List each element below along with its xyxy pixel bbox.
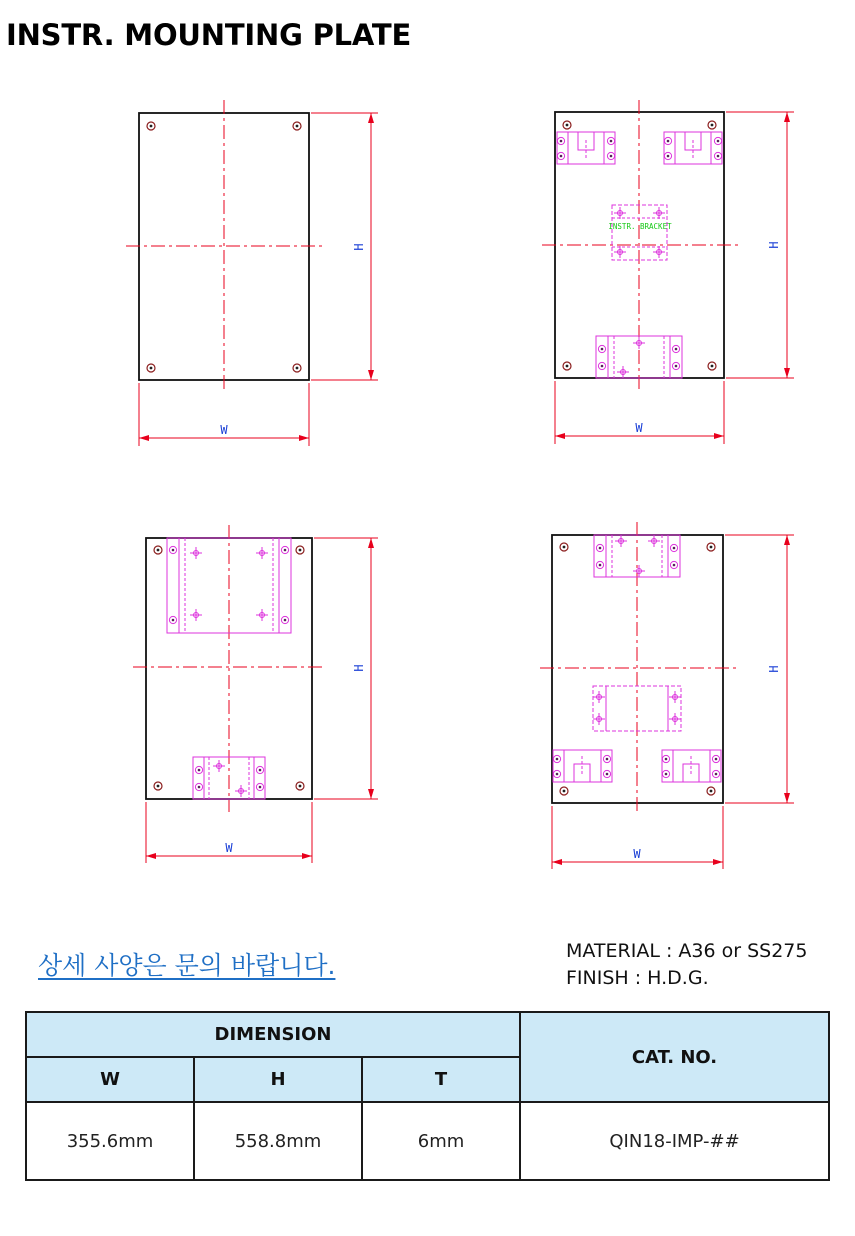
dim-h-label: H	[352, 664, 366, 672]
drawing-plate-inverted-brackets	[540, 522, 794, 869]
instr-bracket-label: INSTR. BRACKET	[608, 222, 672, 231]
cell-thickness: 6mm	[362, 1102, 520, 1180]
inquiry-link[interactable]: 상세 사양은 문의 바랍니다.	[38, 951, 336, 980]
dim-w-label: W	[220, 423, 228, 437]
cat-no-header: CAT. NO.	[520, 1012, 829, 1102]
col-w-header: W	[26, 1057, 194, 1102]
col-t-header: T	[362, 1057, 520, 1102]
page-title: INSTR. MOUNTING PLATE	[6, 18, 412, 52]
drawing-plate-large-bracket	[133, 525, 378, 863]
dim-h-label: H	[767, 241, 781, 249]
cell-width: 355.6mm	[26, 1102, 194, 1180]
drawing-plain-plate	[126, 100, 378, 446]
cell-height: 558.8mm	[194, 1102, 362, 1180]
dim-h-label: H	[767, 665, 781, 673]
finish-spec: FINISH : H.D.G.	[566, 967, 709, 989]
dimension-table	[25, 1011, 830, 1181]
dim-w-label: W	[635, 421, 643, 435]
dim-w-label: W	[633, 847, 641, 861]
col-h-header: H	[194, 1057, 362, 1102]
dim-h-label: H	[352, 243, 366, 251]
material-spec: MATERIAL : A36 or SS275	[566, 940, 808, 962]
material-block	[566, 938, 807, 992]
dimension-header: DIMENSION	[26, 1012, 520, 1057]
drawing-plate-with-brackets	[542, 100, 794, 444]
cell-cat-no: QIN18-IMP-##	[520, 1102, 829, 1180]
dim-w-label: W	[225, 841, 233, 855]
